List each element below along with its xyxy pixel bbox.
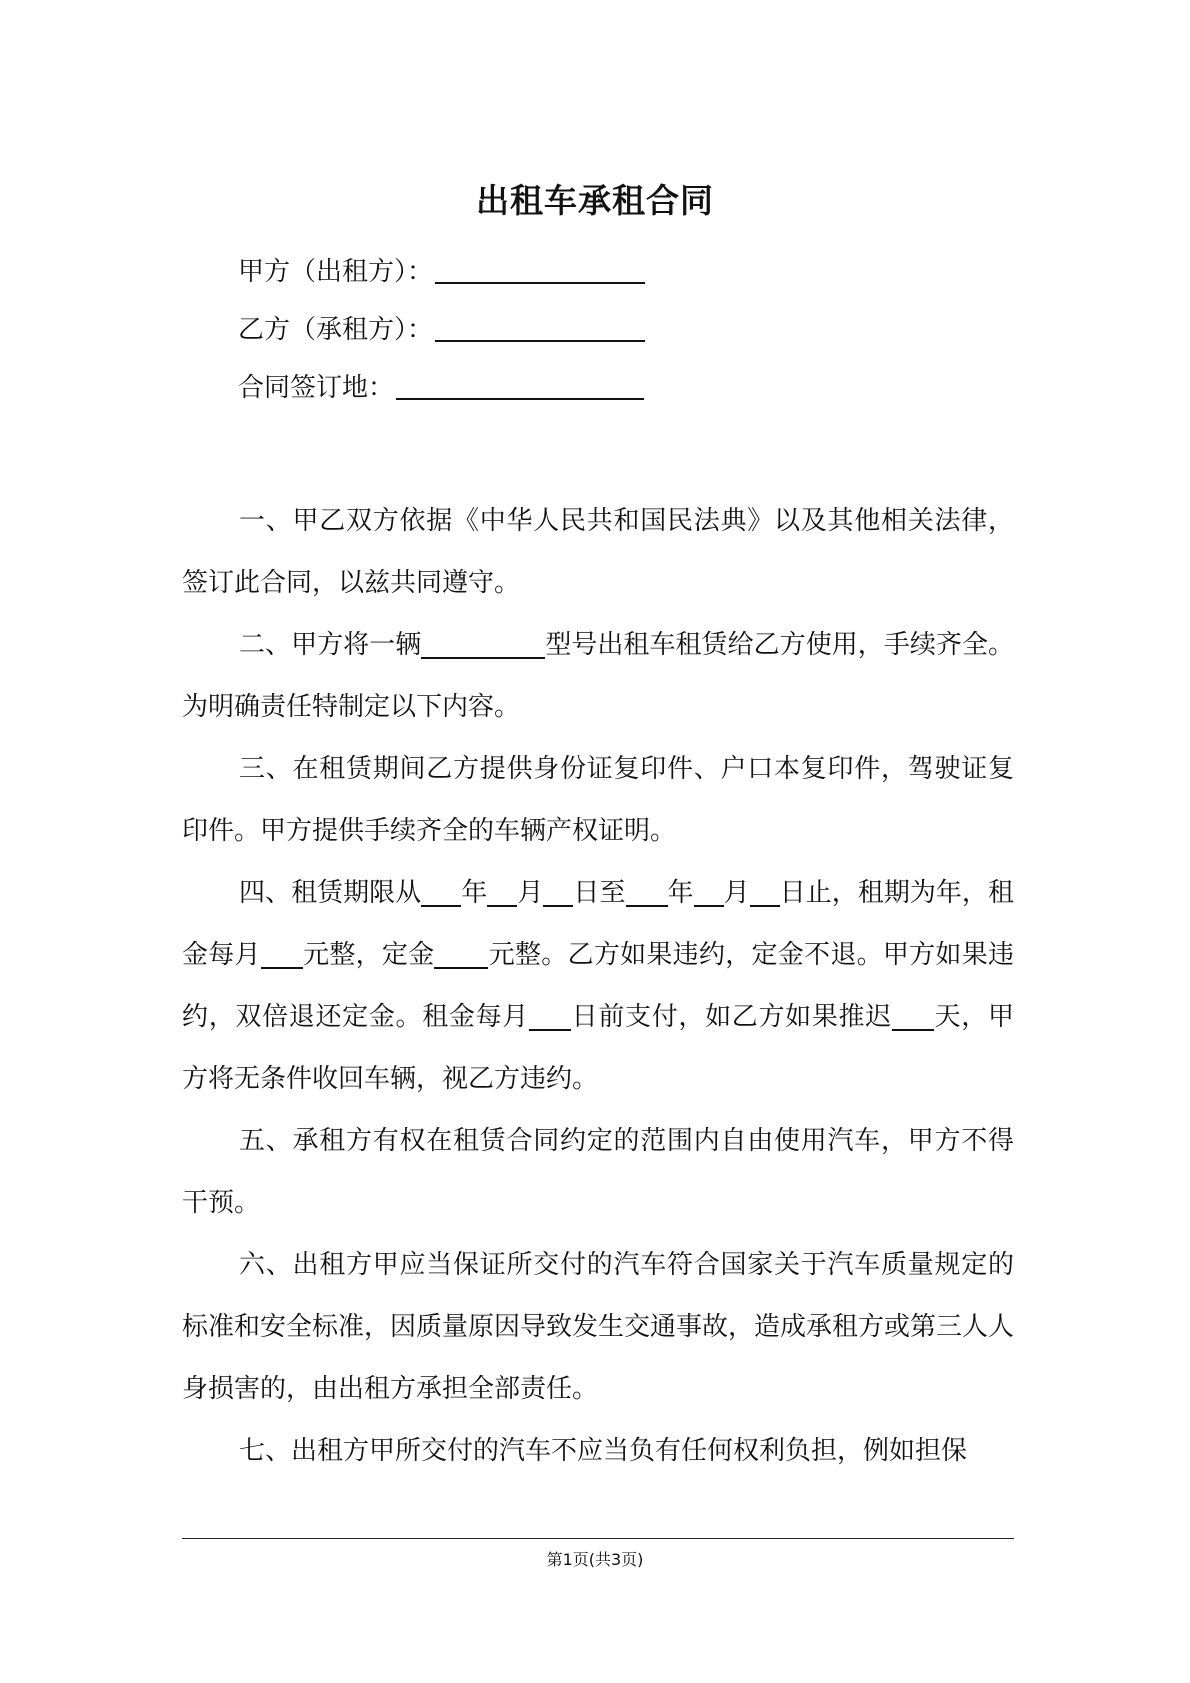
clause-3: 三、在租赁期间乙方提供身份证复印件、户口本复印件，驾驶证复印件。甲方提供手续齐全的车辆产权证明。 bbox=[182, 754, 1014, 846]
party-a-field bbox=[238, 252, 645, 292]
clause-2 bbox=[182, 614, 1014, 738]
start-day-blank bbox=[543, 879, 573, 907]
clause-4-text-j: 日前支付，如乙方如果推迟 bbox=[570, 1002, 892, 1032]
clause-6: 六、出租方甲应当保证所交付的汽车符合国家关于汽车质量规定的标准和安全标准，因质量原因导致发生交通事故，造成承租方或第三人人身损害的，由出租方承担全部责任。 bbox=[182, 1250, 1015, 1404]
signing-place-label: 合同签订地： bbox=[238, 373, 395, 403]
start-month-blank bbox=[487, 879, 517, 907]
end-year-blank bbox=[626, 879, 668, 907]
clause-4-text-f: 月 bbox=[723, 878, 750, 908]
payment-day-blank bbox=[529, 1003, 571, 1031]
clause-7: 七、出租方甲所交付的汽车不应当负有任何权利负担，例如担保 bbox=[239, 1436, 968, 1466]
clause-4-text-e: 年 bbox=[667, 878, 694, 908]
end-month-blank bbox=[694, 879, 724, 907]
clause-4-text-b: 年 bbox=[461, 878, 488, 908]
clause-2-text-a: 二、甲方将一辆 bbox=[239, 630, 422, 660]
start-year-blank bbox=[421, 879, 461, 907]
clause-4-text-d: 日至 bbox=[573, 878, 626, 908]
party-b-field bbox=[238, 310, 645, 350]
contract-body bbox=[182, 490, 1014, 1482]
footer-divider bbox=[182, 1538, 1014, 1539]
clause-4-text-a: 四、租赁期限从 bbox=[239, 878, 422, 908]
party-a-label: 甲方（出租方）： bbox=[238, 257, 434, 287]
signing-place-blank bbox=[396, 397, 644, 400]
party-b-label: 乙方（承租方）： bbox=[238, 315, 434, 345]
clause-1: 一、甲乙双方依据《中华人民共和国民法典》以及其他相关法律，签订此合同，以兹共同遵守。 bbox=[182, 506, 1014, 598]
party-b-blank bbox=[435, 339, 645, 342]
end-day-blank bbox=[750, 879, 780, 907]
party-a-blank bbox=[435, 281, 645, 284]
clause-5: 五、承租方有权在租赁合同约定的范围内自由使用汽车，甲方不得干预。 bbox=[182, 1126, 1014, 1218]
deposit-blank bbox=[434, 941, 488, 969]
signing-place-field bbox=[238, 368, 644, 408]
clause-4-text-k: 天，甲方将无条件收回车辆，视乙方违约。 bbox=[182, 1002, 1014, 1094]
page-number: 第1页(共3页) bbox=[546, 1550, 644, 1569]
clause-4-text-g: 日止，租期为年，租金每月 bbox=[182, 878, 1014, 970]
monthly-rent-blank bbox=[261, 941, 303, 969]
clause-2-text-b: 型号出租车租赁给乙方使用，手续齐全。为明确责任特制定以下内容。 bbox=[182, 630, 1014, 722]
document-title: 出租车承租合同 bbox=[476, 181, 714, 220]
clause-4 bbox=[182, 862, 1014, 1110]
clause-4-text-c: 月 bbox=[517, 878, 544, 908]
clause-4-text-i: 元整。乙方如果违约，定金不退。甲方如果违约，双倍退还定金。租金每月 bbox=[182, 940, 1014, 1032]
clause-4-text-h: 元整，定金 bbox=[302, 940, 435, 970]
delay-days-blank bbox=[892, 1003, 934, 1031]
car-model-blank bbox=[421, 631, 545, 659]
